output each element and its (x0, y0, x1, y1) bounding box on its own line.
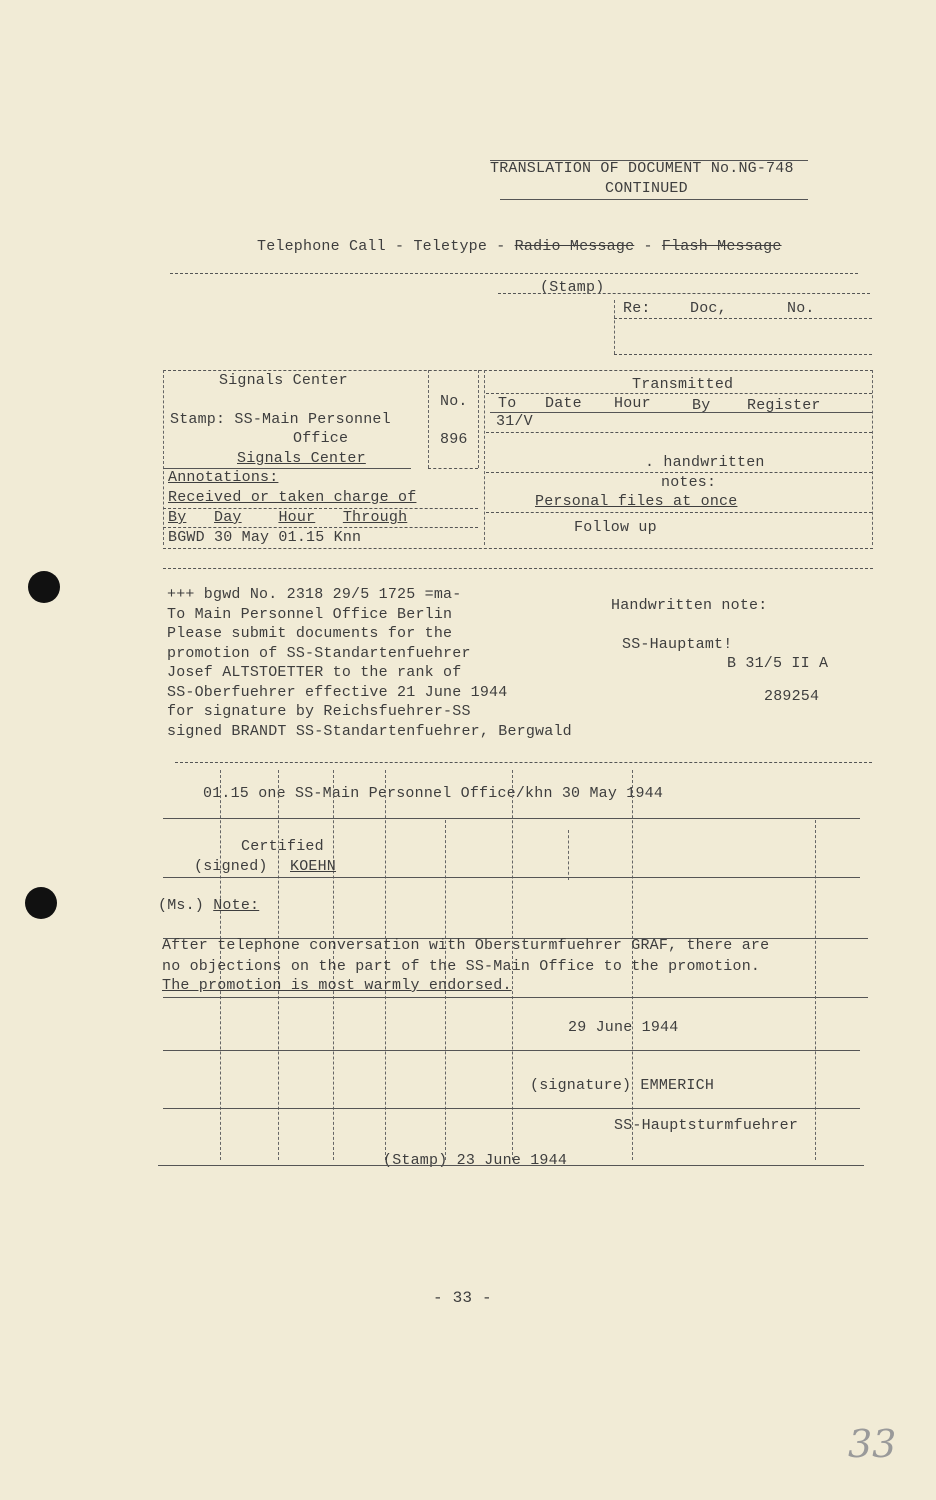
by-row: By Day Hour Through (168, 509, 408, 526)
telephone-call-label: Telephone Call (257, 238, 386, 255)
ms-note-line: (Ms.) Note: (158, 897, 260, 914)
message-type-line: Telephone Call - Teletype - Radio Message - Flash Message (257, 238, 782, 255)
message-line: promotion of SS-Standartenfuehrer (167, 645, 471, 662)
annotations-label: Annotations: (168, 469, 279, 486)
signals-center-heading: Signals Center (219, 372, 348, 389)
radio-message-label: Radio Message (514, 238, 635, 255)
col-by: By (692, 397, 711, 414)
col-hour: Hour (614, 395, 651, 412)
message-line: Please submit documents for the (167, 625, 453, 642)
stamp-main-personnel: Stamp: SS-Main Personnel (170, 411, 391, 428)
certified-label: Certified (241, 838, 324, 855)
message-line: for signature by Reichsfuehrer-SS (167, 703, 471, 720)
message-line: signed BRANDT SS-Standartenfuehrer, Bergwald (167, 723, 572, 740)
no-label: No. (787, 300, 815, 317)
document-subtitle: CONTINUED (605, 180, 688, 197)
handwritten-note-label: Handwritten note: (611, 597, 768, 614)
document-title: TRANSLATION OF DOCUMENT No.NG-748 (490, 160, 794, 177)
receipt-line: 01.15 one SS-Main Personnel Office/khn 30 May 1944 (203, 785, 664, 802)
signature-line: (signature) EMMERICH (530, 1077, 715, 1094)
rank-line: SS-Hauptsturmfuehrer (614, 1117, 799, 1134)
number-value: 896 (440, 431, 468, 448)
col-to: To (498, 395, 517, 412)
note-date: 29 June 1944 (568, 1019, 679, 1036)
col-register: Register (747, 397, 821, 414)
stamp-date: (Stamp) 23 June 1944 (383, 1152, 568, 1169)
message-line: +++ bgwd No. 2318 29/5 1725 =ma- (167, 586, 462, 603)
stamp-office: Office (293, 430, 349, 447)
doc-label: Doc, (690, 300, 727, 317)
date-value: 31/V (496, 413, 533, 430)
certified-name: KOEHN (290, 858, 337, 875)
message-line: To Main Personnel Office Berlin (167, 606, 453, 623)
handwritten-note-line2: B 31/5 II A (727, 655, 829, 672)
stamp-signals-center: Signals Center (237, 450, 366, 467)
punch-hole-top (28, 571, 60, 603)
handwritten-page-number: 33 (848, 1422, 897, 1466)
re-label: Re: (623, 300, 651, 317)
note-text-line: no objections on the part of the SS-Main Office to the promotion. (162, 958, 761, 975)
message-line: Josef ALTSTOETTER to the rank of (167, 664, 462, 681)
handwritten-note-line1: SS-Hauptamt! (622, 636, 733, 653)
personal-files-note: Personal files at once (535, 493, 738, 510)
notes-label: notes: (661, 474, 717, 491)
handwritten-label: . handwritten (645, 454, 765, 471)
certified-signed: (signed) (194, 858, 268, 875)
ms-note-label: Note: (213, 897, 260, 914)
handwritten-note-line3: 289254 (764, 688, 820, 705)
flash-message-label: Flash Message (661, 238, 782, 255)
note-text-line: After telephone conversation with Obersturmfuehrer GRAF, there are (162, 937, 770, 954)
punch-hole-bottom (25, 887, 57, 919)
transmitted-heading: Transmitted (632, 376, 734, 393)
note-text-line: The promotion is most warmly endorsed. (162, 977, 512, 994)
stamp-label: (Stamp) (540, 279, 605, 296)
teletype-label: Teletype (413, 238, 488, 255)
received-label: Received or taken charge of (168, 489, 417, 506)
col-date: Date (545, 395, 582, 412)
message-line: SS-Oberfuehrer effective 21 June 1944 (167, 684, 508, 701)
number-label: No. (440, 393, 468, 410)
follow-up-note: Follow up (574, 519, 657, 536)
page-number: - 33 - (433, 1289, 492, 1307)
bgwd-row: BGWD 30 May 01.15 Knn (168, 529, 362, 546)
